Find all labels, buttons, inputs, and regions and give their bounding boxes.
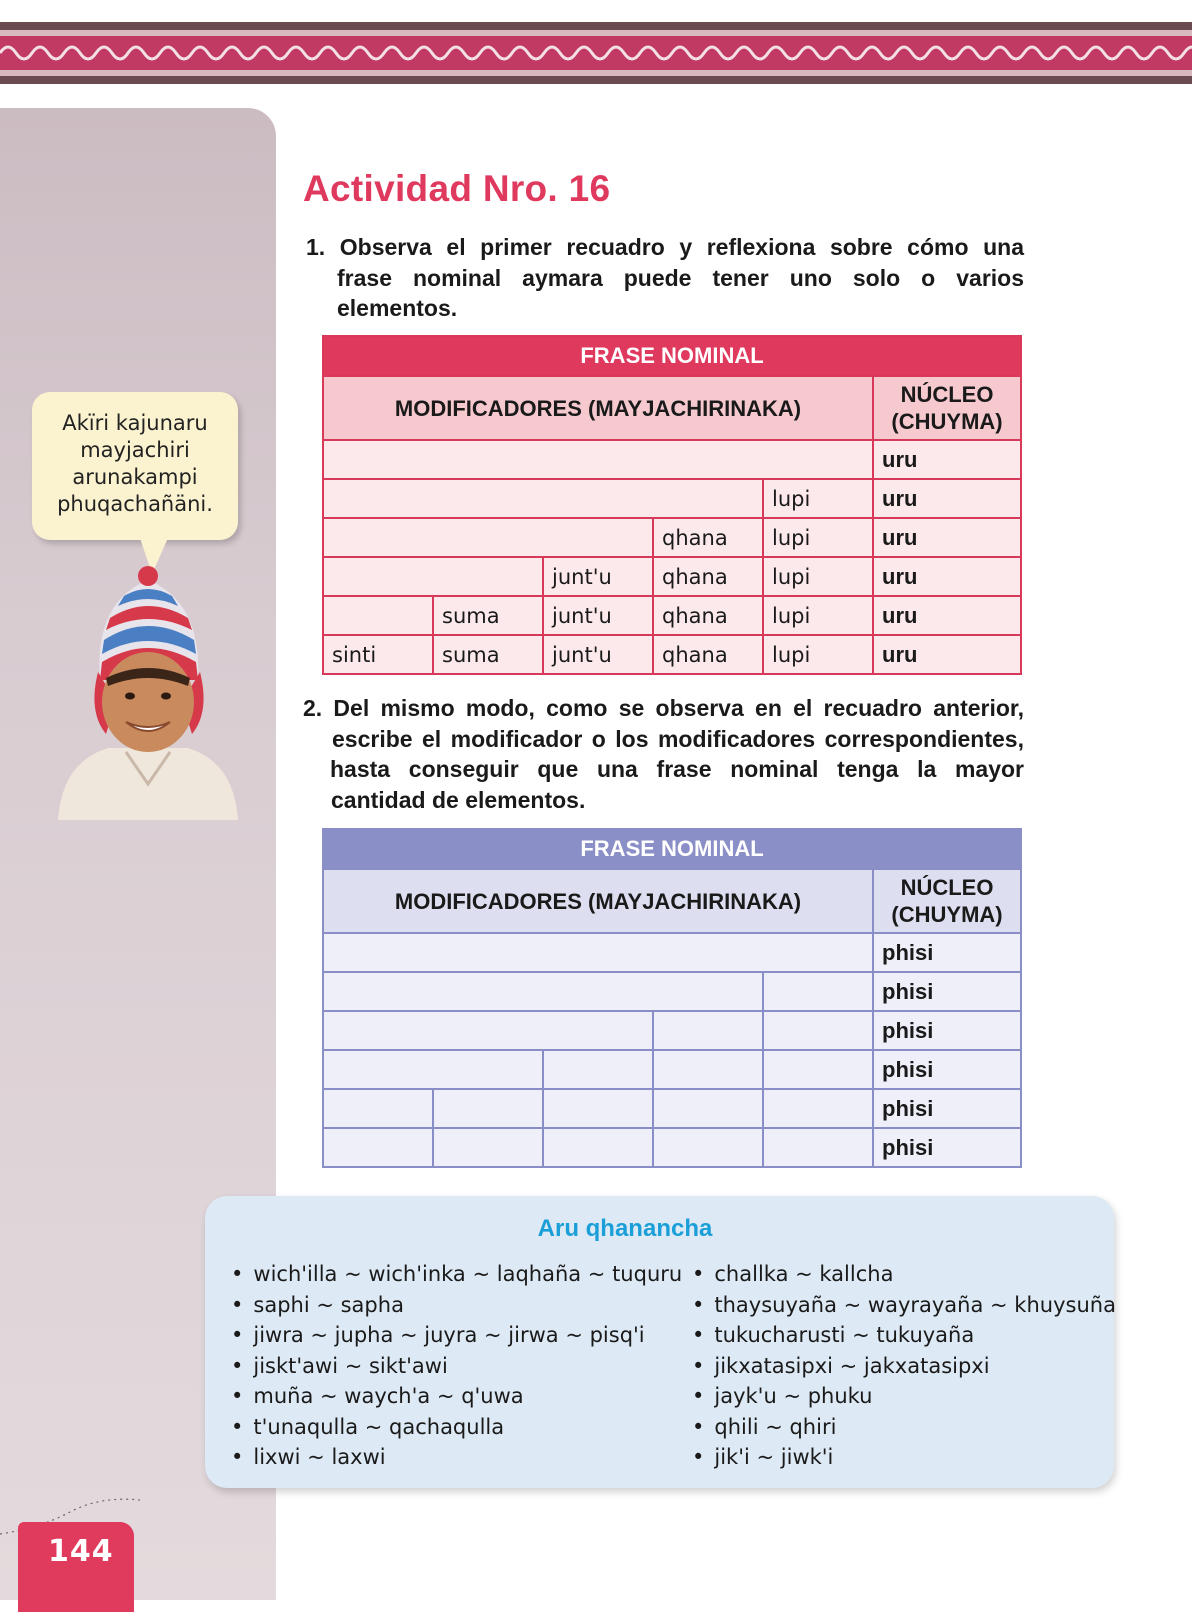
- bubble-line: phuqachañäni.: [57, 492, 213, 516]
- instruction-2: [303, 693, 1024, 815]
- modifier-cell: qhana: [653, 596, 763, 635]
- nucleus-cell: phisi: [873, 1128, 1021, 1167]
- answer-cell[interactable]: [323, 1011, 653, 1050]
- modifier-cell: sinti: [323, 635, 433, 674]
- list-item: • jiskt'awi ~ sikt'awi: [231, 1351, 682, 1382]
- table-row: [323, 635, 1021, 674]
- decorative-border: [0, 22, 1192, 84]
- answer-cell[interactable]: [543, 1089, 653, 1128]
- list-item: • jiwra ~ jupha ~ juyra ~ jirwa ~ pisq'i: [231, 1320, 682, 1351]
- answer-cell[interactable]: [323, 933, 873, 972]
- empty-cell: [323, 518, 653, 557]
- table-row: [323, 1050, 1021, 1089]
- bubble-line: arunakampi: [72, 465, 198, 489]
- modifier-cell: junt'u: [543, 557, 653, 596]
- table-row: [323, 1089, 1021, 1128]
- nucleus-cell: phisi: [873, 1050, 1021, 1089]
- list-item: • jayk'u ~ phuku: [692, 1381, 1116, 1412]
- nucleus-cell: phisi: [873, 1089, 1021, 1128]
- answer-cell[interactable]: [763, 1128, 873, 1167]
- table-row: [323, 972, 1021, 1011]
- list-item: • lixwi ~ laxwi: [231, 1442, 682, 1473]
- modifier-cell: lupi: [763, 518, 873, 557]
- instruction-line: 1. Observa el primer recuadro y reflexiona sobre cómo una: [306, 234, 1024, 260]
- table-row: [323, 1011, 1021, 1050]
- table-row: [323, 557, 1021, 596]
- modifier-cell: qhana: [653, 518, 763, 557]
- answer-cell[interactable]: [763, 1089, 873, 1128]
- answer-cell[interactable]: [323, 972, 763, 1011]
- nucleus-cell: uru: [873, 440, 1021, 479]
- list-item: • saphi ~ sapha: [231, 1290, 682, 1321]
- list-item: • jik'i ~ jiwk'i: [692, 1442, 1116, 1473]
- answer-cell[interactable]: [543, 1050, 653, 1089]
- answer-cell[interactable]: [653, 1050, 763, 1089]
- instruction-line: 2. Del mismo modo, como se observa en el recuadro anterior,: [303, 695, 1024, 721]
- list-item: • wich'illa ~ wich'inka ~ laqhaña ~ tuquru: [231, 1259, 682, 1290]
- nucleus-cell: phisi: [873, 1011, 1021, 1050]
- noun-phrase-exercise-table: [322, 828, 1022, 1168]
- list-item: • qhili ~ qhiri: [692, 1412, 1116, 1443]
- list-item: • tukucharusti ~ tukuyaña: [692, 1320, 1116, 1351]
- nucleus-header: NÚCLEO (CHUYMA): [873, 376, 1021, 440]
- speech-bubble-text: [32, 410, 238, 518]
- glossary-list-left: [231, 1259, 682, 1473]
- table-row: [323, 440, 1021, 479]
- modifier-cell: suma: [433, 596, 543, 635]
- list-item: • thaysuyaña ~ wayrayaña ~ khuysuña: [692, 1290, 1116, 1321]
- answer-cell[interactable]: [653, 1011, 763, 1050]
- nucleus-cell: uru: [873, 557, 1021, 596]
- instruction-line: elementos.: [337, 295, 458, 321]
- page-number: 144: [48, 1534, 114, 1569]
- instruction-line: escribe el modificador o los modificadores correspondientes,: [332, 725, 1024, 752]
- empty-cell: [323, 557, 543, 596]
- empty-cell: [323, 479, 763, 518]
- list-item: • t'unaqulla ~ qachaqulla: [231, 1412, 682, 1443]
- nucleus-cell: phisi: [873, 972, 1021, 1011]
- answer-cell[interactable]: [543, 1128, 653, 1167]
- answer-cell[interactable]: [653, 1128, 763, 1167]
- answer-cell[interactable]: [763, 1050, 873, 1089]
- modifier-cell: qhana: [653, 557, 763, 596]
- nucleus-cell: uru: [873, 596, 1021, 635]
- modifiers-header: MODIFICADORES (MAYJACHIRINAKA): [323, 376, 873, 440]
- nucleus-cell: uru: [873, 518, 1021, 557]
- child-illustration: [48, 562, 244, 820]
- answer-cell[interactable]: [433, 1128, 543, 1167]
- instruction-1: [306, 232, 1024, 324]
- noun-phrase-example-table: [322, 335, 1022, 675]
- glossary-title: Aru qhanancha: [537, 1215, 713, 1242]
- modifier-cell: junt'u: [543, 635, 653, 674]
- table-row: [323, 596, 1021, 635]
- modifier-cell: qhana: [653, 635, 763, 674]
- nucleus-cell: phisi: [873, 933, 1021, 972]
- instruction-line: hasta conseguir que una frase nominal tenga la mayor: [330, 756, 1024, 782]
- table-title: FRASE NOMINAL: [323, 829, 1021, 869]
- empty-cell: [323, 440, 873, 479]
- answer-cell[interactable]: [653, 1089, 763, 1128]
- instruction-line: cantidad de elementos.: [331, 786, 586, 813]
- answer-cell[interactable]: [433, 1089, 543, 1128]
- table-row: [323, 933, 1021, 972]
- nucleus-header: NÚCLEO (CHUYMA): [873, 869, 1021, 933]
- modifier-cell: lupi: [763, 557, 873, 596]
- answer-cell[interactable]: [763, 1011, 873, 1050]
- bubble-line: mayjachiri: [80, 438, 190, 462]
- modifier-cell: suma: [433, 635, 543, 674]
- nucleus-cell: uru: [873, 479, 1021, 518]
- nucleus-cell: uru: [873, 635, 1021, 674]
- table-row: [323, 518, 1021, 557]
- activity-title: Actividad Nro. 16: [303, 168, 611, 209]
- instruction-line: frase nominal aymara puede tener uno solo o varios: [337, 264, 1024, 291]
- answer-cell[interactable]: [323, 1050, 543, 1089]
- list-item: • muña ~ waych'a ~ q'uwa: [231, 1381, 682, 1412]
- answer-cell[interactable]: [763, 972, 873, 1011]
- modifier-cell: lupi: [763, 635, 873, 674]
- list-item: • jikxatasipxi ~ jakxatasipxi: [692, 1351, 1116, 1382]
- bubble-line: Akïri kajunaru: [62, 411, 208, 435]
- table-row: [323, 1128, 1021, 1167]
- modifiers-header: MODIFICADORES (MAYJACHIRINAKA): [323, 869, 873, 933]
- answer-cell[interactable]: [323, 1089, 433, 1128]
- modifier-cell: lupi: [763, 596, 873, 635]
- glossary-list-right: [692, 1259, 1116, 1473]
- modifier-cell: junt'u: [543, 596, 653, 635]
- table-title: FRASE NOMINAL: [323, 336, 1021, 376]
- empty-cell: [323, 596, 433, 635]
- answer-cell[interactable]: [323, 1128, 433, 1167]
- modifier-cell: lupi: [763, 479, 873, 518]
- list-item: • challka ~ kallcha: [692, 1259, 1116, 1290]
- table-row: [323, 479, 1021, 518]
